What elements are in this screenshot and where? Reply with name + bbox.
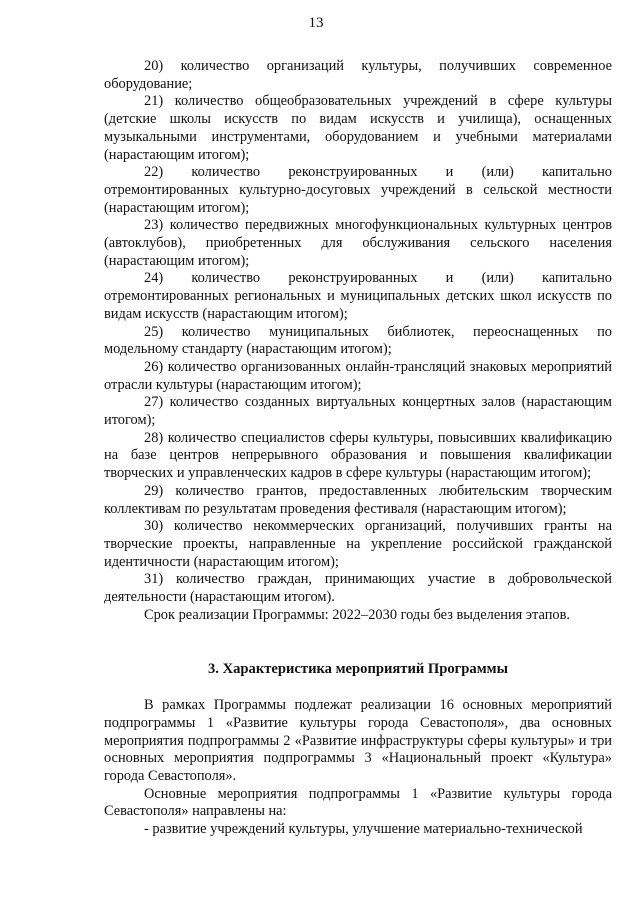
page-number: 13 xyxy=(308,15,324,31)
list-item: 25) количество муниципальных библиотек, переоснащенных по модельному стандарту (нарастающим итогом); xyxy=(104,323,612,358)
list-item: 31) количество граждан, принимающих участие в добровольческой деятельности (нарастающим итогом). xyxy=(104,571,612,606)
list-item: 28) количество специалистов сферы культуры, повысивших квалификацию на базе центров непрерывного образования и повышения квалификации творческих и управленческих кадров в сфере культуры (нарастающим итогом); xyxy=(104,429,612,482)
list-item: 27) количество созданных виртуальных концертных залов (нарастающим итогом); xyxy=(104,394,612,429)
document-body xyxy=(104,58,612,839)
list-item: 26) количество организованных онлайн-трансляций знаковых мероприятий отрасли культуры (нарастающим итогом); xyxy=(104,358,612,393)
list-item: 23) количество передвижных многофункциональных культурных центров (автоклубов), приобретенных для обслуживания сельского населения (нарастающим итогом); xyxy=(104,217,612,269)
list-item: 24) количество реконструированных и (или) капитально отремонтированных региональных и муниципальных детских школ искусств по видам искусств (нарастающим итогом); xyxy=(104,270,612,322)
section-heading: 3. Характеристика мероприятий Программы xyxy=(208,660,508,677)
list-item: 29) количество грантов, предоставленных любительским творческим коллективам по результатам проведения фестиваля (нарастающим итогом); xyxy=(104,482,612,517)
section-paragraph: - развитие учреждений культуры, улучшение материально-технической xyxy=(144,821,583,838)
list-item: 20) количество организаций культуры, получивших современное оборудование; xyxy=(104,58,612,92)
list-item: 22) количество реконструированных и (или) капитально отремонтированных культурно-досуговых учреждений в сельской местности (нарастающим итогом); xyxy=(104,164,612,216)
list-item: 30) количество некоммерческих организаций, получивших гранты на творческие проекты, направленные на укрепление российской гражданской идентичности (нарастающим итогом); xyxy=(104,518,612,570)
indicator-list xyxy=(104,58,612,607)
program-term: Срок реализации Программы: 2022–2030 годы без выделения этапов. xyxy=(144,606,570,623)
section-paragraph: Основные мероприятия подпрограммы 1 «Развитие культуры города Севастополя» направлены на: xyxy=(104,785,612,820)
section-paragraph: В рамках Программы подлежат реализации 16 основных мероприятий подпрограммы 1 «Развитие культуры города Севастополя», два основных мероприятия подпрограммы 2 «Развитие инфраструктуры сферы культуры» и три основных мероприятия подпрограммы 3 «Национальный проект «Культура» города Севастополя». xyxy=(104,697,612,785)
list-item: 21) количество общеобразовательных учреждений в сфере культуры (детские школы искусств по видам искусств и училища), оснащенных музыкальными инструментами, оборудованием и учебными материалами (нарастающим итогом); xyxy=(104,93,612,163)
